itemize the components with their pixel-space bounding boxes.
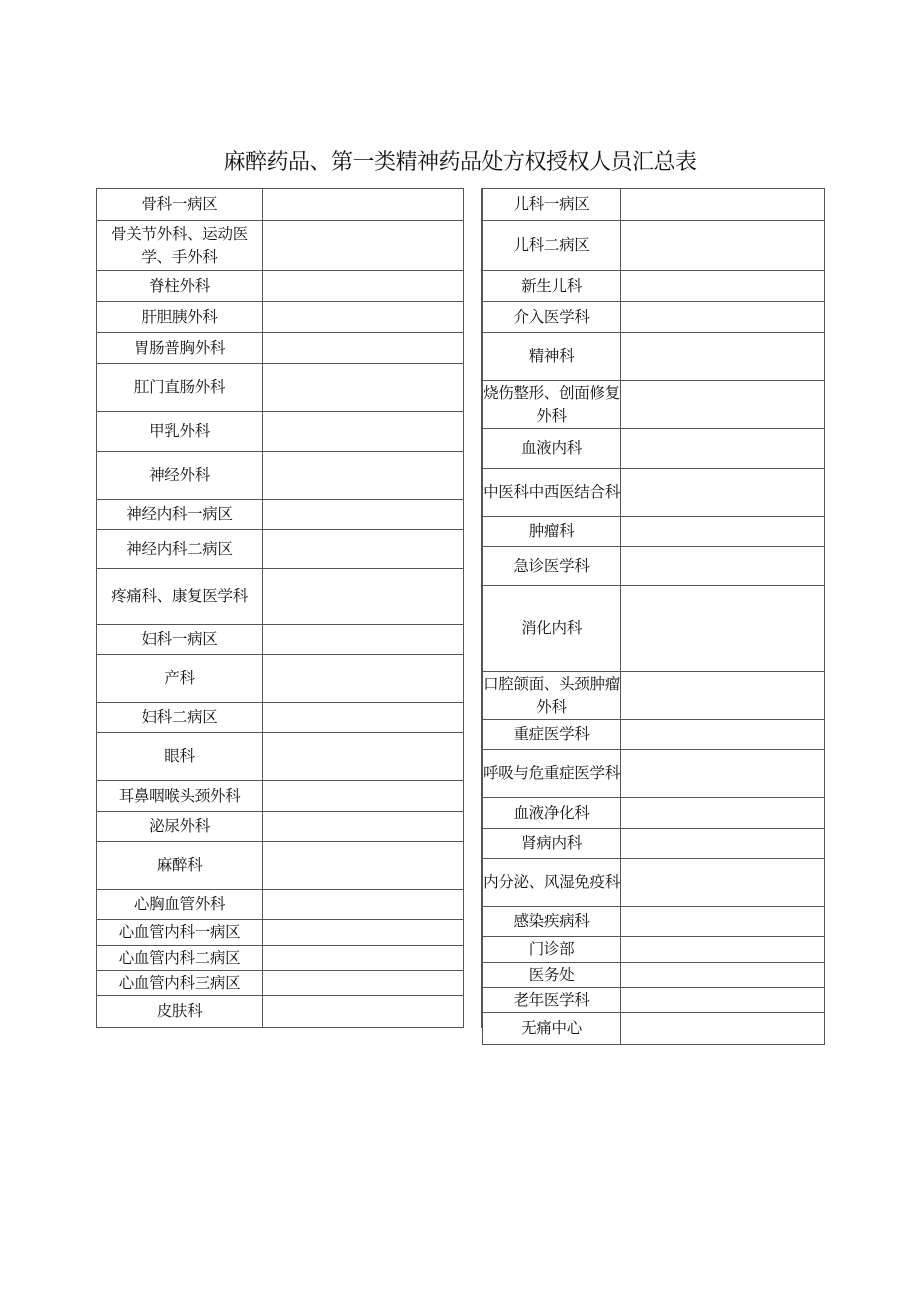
- authorized-personnel-cell[interactable]: [263, 221, 464, 271]
- authorized-personnel-cell[interactable]: [621, 750, 825, 798]
- authorized-personnel-cell[interactable]: [621, 189, 825, 221]
- authorized-personnel-cell[interactable]: [263, 971, 464, 996]
- right-table-row: [483, 586, 825, 672]
- authorized-personnel-cell[interactable]: [263, 569, 464, 625]
- authorized-personnel-cell[interactable]: [621, 547, 825, 586]
- right-table-row: [483, 750, 825, 798]
- department-name: 眼科: [97, 733, 263, 781]
- authorized-personnel-cell[interactable]: [263, 452, 464, 500]
- left-table-row: [97, 302, 464, 333]
- authorized-personnel-cell[interactable]: [621, 381, 825, 429]
- left-table-row: [97, 530, 464, 569]
- department-name: 精神科: [483, 333, 621, 381]
- department-name: 心胸血管外科: [97, 890, 263, 920]
- department-name: 老年医学科: [483, 988, 621, 1013]
- department-name: 麻醉科: [97, 842, 263, 890]
- authorized-personnel-cell[interactable]: [621, 672, 825, 720]
- left-table-row: [97, 890, 464, 920]
- authorized-personnel-cell[interactable]: [263, 412, 464, 452]
- right-table-row: [483, 469, 825, 517]
- department-name: 急诊医学科: [483, 547, 621, 586]
- left-table-row: [97, 920, 464, 946]
- department-name: 产科: [97, 655, 263, 703]
- authorized-personnel-cell[interactable]: [263, 271, 464, 302]
- right-table-row: [483, 1013, 825, 1045]
- authorized-personnel-cell[interactable]: [621, 429, 825, 469]
- department-name: 中医科中西医结合科: [483, 469, 621, 517]
- left-table-row: [97, 452, 464, 500]
- department-name: 胃肠普胸外科: [97, 333, 263, 364]
- department-name: 神经外科: [97, 452, 263, 500]
- department-name: 神经内科二病区: [97, 530, 263, 569]
- left-table-row: [97, 221, 464, 271]
- right-table-row: [483, 937, 825, 963]
- left-table-row: [97, 500, 464, 530]
- department-name: 内分泌、风湿免疫科: [483, 859, 621, 907]
- authorized-personnel-cell[interactable]: [621, 271, 825, 302]
- authorized-personnel-cell[interactable]: [621, 963, 825, 988]
- department-name: 脊柱外科: [97, 271, 263, 302]
- authorized-personnel-cell[interactable]: [621, 720, 825, 750]
- department-name: 门诊部: [483, 937, 621, 963]
- department-name: 消化内科: [483, 586, 621, 672]
- right-table-row: [483, 271, 825, 302]
- department-name: 心血管内科三病区: [97, 971, 263, 996]
- authorized-personnel-cell[interactable]: [621, 829, 825, 859]
- left-table-row: [97, 812, 464, 842]
- department-name: 儿科一病区: [483, 189, 621, 221]
- column-divider: [463, 188, 482, 1028]
- left-table-row: [97, 364, 464, 412]
- left-table-row: [97, 996, 464, 1028]
- left-table-row: [97, 971, 464, 996]
- department-name: 泌尿外科: [97, 812, 263, 842]
- department-name: 儿科二病区: [483, 221, 621, 271]
- department-name: 烧伤整形、创面修复外科: [483, 381, 621, 429]
- right-table-row: [483, 907, 825, 937]
- right-table-row: [483, 333, 825, 381]
- authorized-personnel-cell[interactable]: [621, 988, 825, 1013]
- department-name: 无痛中心: [483, 1013, 621, 1045]
- authorized-personnel-cell[interactable]: [263, 920, 464, 946]
- right-table-row: [483, 798, 825, 829]
- left-table-row: [97, 781, 464, 812]
- right-table-row: [483, 829, 825, 859]
- department-name: 骨科一病区: [97, 189, 263, 221]
- authorized-personnel-cell[interactable]: [263, 302, 464, 333]
- right-table-row: [483, 963, 825, 988]
- department-name: 医务处: [483, 963, 621, 988]
- authorized-personnel-cell[interactable]: [263, 703, 464, 733]
- authorized-personnel-cell[interactable]: [621, 221, 825, 271]
- authorized-personnel-cell[interactable]: [263, 812, 464, 842]
- right-table-row: [483, 189, 825, 221]
- left-table-row: [97, 733, 464, 781]
- authorized-personnel-cell[interactable]: [621, 517, 825, 547]
- authorized-personnel-cell[interactable]: [263, 655, 464, 703]
- left-table-row: [97, 703, 464, 733]
- department-name: 血液内科: [483, 429, 621, 469]
- right-table-row: [483, 302, 825, 333]
- left-table-row: [97, 569, 464, 625]
- department-name: 感染疾病科: [483, 907, 621, 937]
- department-name: 心血管内科一病区: [97, 920, 263, 946]
- authorized-personnel-cell[interactable]: [263, 946, 464, 971]
- authorized-personnel-cell[interactable]: [621, 333, 825, 381]
- department-name: 疼痛科、康复医学科: [97, 569, 263, 625]
- authorized-personnel-cell[interactable]: [621, 1013, 825, 1045]
- authorized-personnel-cell[interactable]: [621, 469, 825, 517]
- department-name: 甲乳外科: [97, 412, 263, 452]
- authorized-personnel-cell[interactable]: [263, 890, 464, 920]
- authorized-personnel-cell[interactable]: [263, 500, 464, 530]
- department-name: 皮肤科: [97, 996, 263, 1028]
- department-name: 重症医学科: [483, 720, 621, 750]
- authorized-personnel-cell[interactable]: [263, 625, 464, 655]
- right-table-row: [483, 381, 825, 429]
- right-table-row: [483, 672, 825, 720]
- authorized-personnel-cell[interactable]: [621, 302, 825, 333]
- left-table-row: [97, 842, 464, 890]
- page-title: 麻醉药品、第一类精神药品处方权授权人员汇总表: [223, 150, 697, 175]
- department-name: 心血管内科二病区: [97, 946, 263, 971]
- department-name: 口腔颌面、头颈肿瘤外科: [483, 672, 621, 720]
- department-name: 呼吸与危重症医学科: [483, 750, 621, 798]
- department-name: 肾病内科: [483, 829, 621, 859]
- department-name: 耳鼻咽喉头颈外科: [97, 781, 263, 812]
- right-table-row: [483, 547, 825, 586]
- left-table-row: [97, 412, 464, 452]
- department-name: 妇科一病区: [97, 625, 263, 655]
- left-table-row: [97, 333, 464, 364]
- authorized-personnel-cell[interactable]: [621, 907, 825, 937]
- right-department-table: [482, 188, 825, 1045]
- right-table-row: [483, 988, 825, 1013]
- authorized-personnel-cell[interactable]: [263, 333, 464, 364]
- department-name: 介入医学科: [483, 302, 621, 333]
- right-table-row: [483, 859, 825, 907]
- right-table-row: [483, 720, 825, 750]
- authorized-personnel-cell[interactable]: [621, 586, 825, 672]
- authorized-personnel-cell[interactable]: [263, 530, 464, 569]
- department-name: 肛门直肠外科: [97, 364, 263, 412]
- authorization-sheet: [96, 188, 824, 1037]
- authorized-personnel-cell[interactable]: [263, 189, 464, 221]
- department-name: 妇科二病区: [97, 703, 263, 733]
- right-table-row: [483, 221, 825, 271]
- left-department-table: [96, 188, 464, 1028]
- authorized-personnel-cell[interactable]: [263, 781, 464, 812]
- department-name: 骨关节外科、运动医学、手外科: [97, 221, 263, 271]
- right-table-row: [483, 517, 825, 547]
- left-table-row: [97, 271, 464, 302]
- authorized-personnel-cell[interactable]: [621, 798, 825, 829]
- authorized-personnel-cell[interactable]: [263, 842, 464, 890]
- department-name: 神经内科一病区: [97, 500, 263, 530]
- department-name: 肿瘤科: [483, 517, 621, 547]
- left-table-row: [97, 625, 464, 655]
- right-table-row: [483, 429, 825, 469]
- left-table-row: [97, 946, 464, 971]
- department-name: 血液净化科: [483, 798, 621, 829]
- left-table-row: [97, 655, 464, 703]
- authorized-personnel-cell[interactable]: [263, 996, 464, 1028]
- authorized-personnel-cell[interactable]: [621, 937, 825, 963]
- left-table-row: [97, 189, 464, 221]
- authorized-personnel-cell[interactable]: [263, 733, 464, 781]
- department-name: 肝胆胰外科: [97, 302, 263, 333]
- department-name: 新生儿科: [483, 271, 621, 302]
- authorized-personnel-cell[interactable]: [621, 859, 825, 907]
- authorized-personnel-cell[interactable]: [263, 364, 464, 412]
